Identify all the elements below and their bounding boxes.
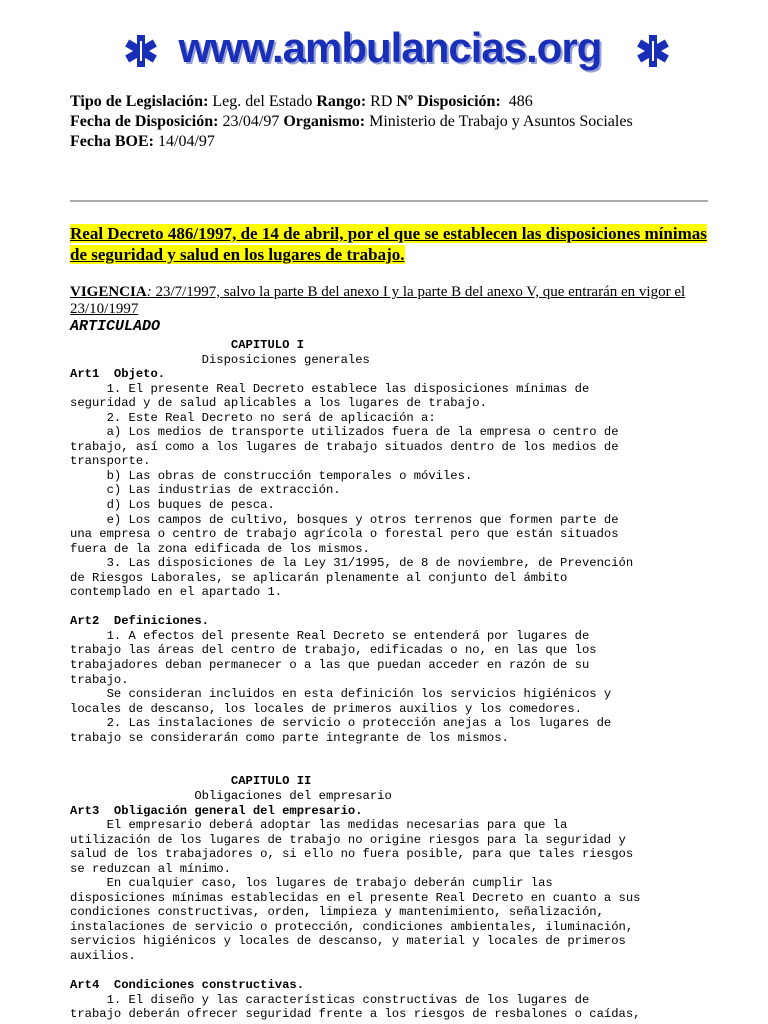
disposicion-label: Nº Disposición: (396, 93, 501, 110)
articulado-heading: ARTICULADO (70, 318, 161, 335)
capitulo-1-heading: CAPITULO I (70, 338, 305, 352)
horizontal-divider (70, 200, 708, 202)
capitulo-2-subtitle: Obligaciones del empresario (70, 788, 392, 803)
fecha-boe-label: Fecha BOE: (70, 133, 154, 150)
rango-label: Rango: (316, 93, 367, 110)
art2-text: 1. A efectos del presente Real Decreto se entenderá por lugares de trabajo las áreas del centro de trabajo, edificadas o no, en las que los trabajadores deban permanecer o a las que puedan acceder en razón de su trabajo. Se consideran incluidos en esta definición los servicios higiénicos y locales de descanso, los locales de primeros auxilios y los comedores. 2. Las instalaciones de servicio o protección anejas a los lugares de trabajo se considerarán como parte integrante de los mismos. (70, 628, 612, 745)
meta-line-3 (70, 132, 720, 152)
document-metadata (70, 92, 720, 152)
vigencia-colon: : (146, 284, 152, 300)
organismo-value: Ministerio de Trabajo y Asuntos Sociales (365, 113, 633, 130)
vigencia-label: VIGENCIA (70, 284, 147, 300)
vigencia-text: 23/7/1997, salvo la parte B del anexo I y la parte B del anexo V, que entrarán en vigor el 23/10/1997 (70, 284, 686, 317)
art4-heading: Art4 Condiciones constructivas. (70, 978, 305, 993)
organismo-label: Organismo: (283, 113, 366, 130)
site-header (0, 14, 768, 84)
meta-line-2 (70, 112, 720, 132)
tipo-label: Tipo de Legislación: (70, 93, 209, 110)
art4-text: 1. El diseño y las características constructivas de los lugares de trabajo deberán ofrecer seguridad frente a los riesgos de resbalones o caídas, (70, 992, 641, 1022)
document-title (70, 223, 710, 265)
star-of-life-icon (124, 34, 158, 68)
site-logo-text[interactable]: www.ambulancias.org (178, 24, 602, 71)
tipo-value: Leg. del Estado (208, 93, 317, 110)
art2-heading: Art2 Definiciones. (70, 614, 209, 629)
capitulo-2-heading: CAPITULO II (70, 774, 312, 789)
capitulo-1-subtitle: Disposiciones generales (70, 352, 370, 367)
vigencia-line (70, 284, 715, 318)
star-of-life-icon (636, 34, 670, 68)
fecha-disposicion-value: 23/04/97 (218, 113, 284, 130)
meta-line-1 (70, 92, 720, 112)
highlighted-title: Real Decreto 486/1997, de 14 de abril, por el que se establecen las disposiciones mínimas de seguridad y salud en los lugares de trabajo. (70, 224, 707, 264)
disposicion-value: 486 (500, 93, 533, 110)
fecha-disposicion-label: Fecha de Disposición: (70, 113, 219, 130)
rango-value: RD (366, 93, 397, 110)
art1-text: 1. El presente Real Decreto establece las disposiciones mínimas de seguridad y de salud aplicables a los lugares de trabajo. 2. Este Real Decreto no será de aplicación a: a) Los medios de transporte utilizados fuera de la empresa o centro de trabajo, así como a los lugares de trabajo situados dentro de los medios de transporte. b) Las obras de construcción temporales o móviles. c) Las industrias de extracción. d) Los buques de pesca. e) Los campos de cultivo, bosques y otros terrenos que formen parte de una empresa o centro de trabajo agrícola o forestal pero que están situados fuera de la zona edificada de los mismos. 3. Las disposiciones de la Ley 31/1995, de 8 de noviembre, de Prevención de Riesgos Laborales, se aplicarán plenamente al conjunto del ámbito contemplado en el apartado 1. (70, 381, 634, 600)
fecha-boe-value: 14/04/97 (154, 133, 215, 150)
art3-heading: Art3 Obligación general del empresario. (70, 803, 363, 818)
art3-text: El empresario deberá adoptar las medidas necesarias para que la utilización de los lugares de trabajo no origine riesgos para la seguridad y salud de los trabajadores o, si ello no fuera posible, para que tales riesgos se reduzcan al mínimo. En cualquier caso, los lugares de trabajo deberán cumplir las disposiciones mínimas establecidas en el presente Real Decreto en cuanto a sus condiciones constructivas, orden, limpieza y mantenimiento, señalización, instalaciones de servicio o protección, condiciones ambientales, iluminación, servicios higiénicos y locales de descanso, y material y locales de primeros auxilios. (70, 818, 641, 963)
art1-heading: Art1 Objeto. (70, 367, 166, 382)
document-body (70, 338, 750, 1022)
